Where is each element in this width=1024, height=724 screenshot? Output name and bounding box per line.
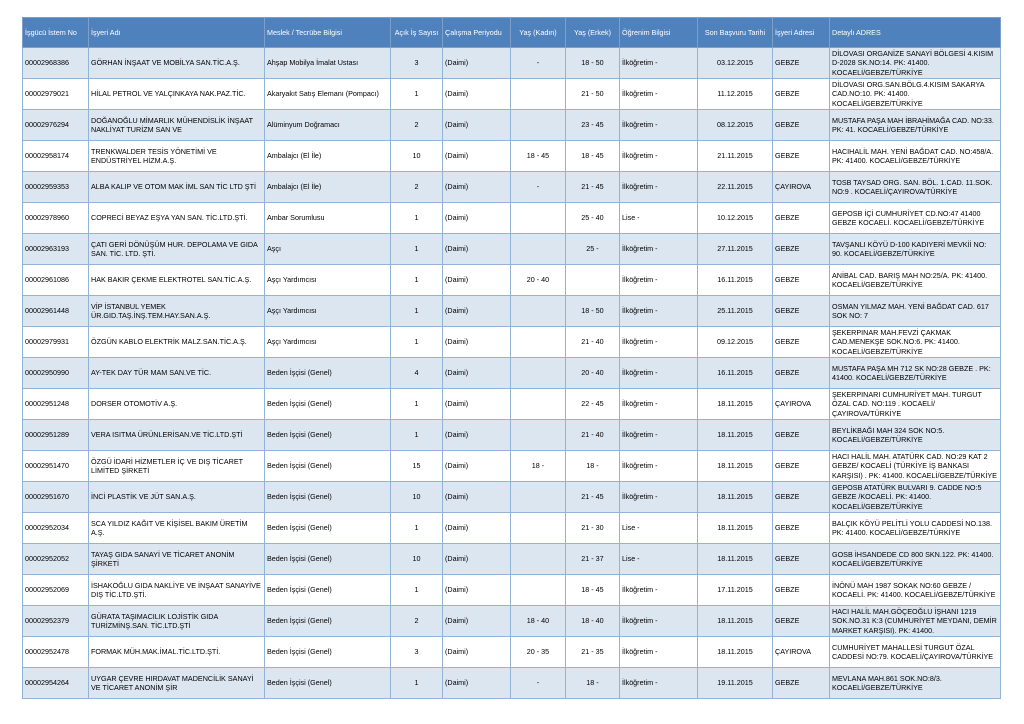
table-row [23, 172, 1001, 203]
cell-age-female [511, 358, 566, 389]
cell-employer-location: GEBZE [773, 110, 830, 141]
cell-employer-name: ÇATI GERİ DÖNÜŞÜM HUR. DEPOLAMA VE GIDA SAN. TİC. LTD. ŞTİ. [89, 234, 265, 265]
cell-age-female [511, 110, 566, 141]
cell-work-period: (Daimi) [443, 513, 511, 544]
cell-education: İlköğretim - [620, 637, 698, 668]
cell-education: İlköğretim - [620, 358, 698, 389]
header-age-female: Yaş (Kadın) [511, 18, 566, 48]
cell-age-male: 21 - 37 [566, 544, 620, 575]
cell-detailed-address: HACI HALİL MAH.GÖÇEOĞLU İŞHANI 1219 SOK.NO.31 K:3 (CUMHURİYET MEYDANI, DEMİR MARKET KARŞISI). PK: 41400. [830, 606, 1001, 637]
cell-request-no: 00002954264 [23, 668, 89, 699]
header-detailed-address: Detaylı ADRES [830, 18, 1001, 48]
cell-employer-location: GEBZE [773, 141, 830, 172]
cell-employer-name: İNCİ PLASTİK VE JÜT SAN.A.Ş. [89, 482, 265, 513]
cell-education: Lise - [620, 513, 698, 544]
table-row [23, 48, 1001, 79]
cell-occupation: Beden İşçisi (Genel) [265, 668, 391, 699]
cell-employer-location: GEBZE [773, 668, 830, 699]
cell-age-male: 18 - 40 [566, 606, 620, 637]
cell-open-positions: 1 [391, 389, 443, 420]
cell-deadline: 18.11.2015 [698, 389, 773, 420]
cell-employer-name: FORMAK MÜH.MAK.İMAL.TİC.LTD.ŞTİ. [89, 637, 265, 668]
cell-education: Lise - [620, 203, 698, 234]
cell-work-period: (Daimi) [443, 544, 511, 575]
cell-employer-name: İSHAKOĞLU GIDA NAKLİYE VE İNŞAAT SANAYİVE DIŞ TİC.LTD.ŞTİ. [89, 575, 265, 606]
cell-request-no: 00002952069 [23, 575, 89, 606]
cell-detailed-address: MUSTAFA PAŞA MAH İBRAHİMAĞA CAD. NO:33. PK: 41. KOCAELİ/GEBZE/TÜRKİYE [830, 110, 1001, 141]
cell-occupation: Ambalajcı (El İle) [265, 141, 391, 172]
cell-age-male: 23 - 45 [566, 110, 620, 141]
cell-request-no: 00002979021 [23, 79, 89, 110]
cell-occupation: Beden İşçisi (Genel) [265, 606, 391, 637]
table-row [23, 606, 1001, 637]
cell-age-male: 21 - 40 [566, 420, 620, 451]
cell-deadline: 09.12.2015 [698, 327, 773, 358]
table-row [23, 141, 1001, 172]
cell-age-male: 18 - [566, 451, 620, 482]
cell-request-no: 00002951470 [23, 451, 89, 482]
cell-detailed-address: DİLOVASI ORG.SAN.BÖLG.4.KISIM SAKARYA CAD.NO:10. PK: 41400. KOCAELİ/GEBZE/TÜRKİYE [830, 79, 1001, 110]
cell-employer-name: TRENKWALDER TESİS YÖNETİMİ VE ENDÜSTRİYEL HİZM.A.Ş. [89, 141, 265, 172]
table-row [23, 110, 1001, 141]
table-row [23, 513, 1001, 544]
cell-request-no: 00002951248 [23, 389, 89, 420]
header-work-period: Çalışma Periyodu [443, 18, 511, 48]
cell-age-female [511, 575, 566, 606]
cell-education: İlköğretim - [620, 668, 698, 699]
cell-age-male: 25 - [566, 234, 620, 265]
cell-employer-location: GEBZE [773, 327, 830, 358]
cell-employer-name: HİLAL PETROL VE YALÇINKAYA NAK.PAZ.TİC. [89, 79, 265, 110]
cell-employer-name: ÖZGÜN KABLO ELEKTRİK MALZ.SAN.TİC.A.Ş. [89, 327, 265, 358]
cell-employer-location: GEBZE [773, 234, 830, 265]
cell-open-positions: 2 [391, 172, 443, 203]
cell-deadline: 16.11.2015 [698, 265, 773, 296]
cell-education: İlköğretim - [620, 575, 698, 606]
cell-open-positions: 1 [391, 668, 443, 699]
cell-detailed-address: ŞEKERPINARI CUMHURİYET MAH. TURGUT ÖZAL CAD. NO:119 . KOCAELİ/ÇAYIROVA/TÜRKİYE [830, 389, 1001, 420]
cell-request-no: 00002951289 [23, 420, 89, 451]
job-listing-sheet [22, 17, 1000, 699]
cell-occupation: Aşçı Yardımcısı [265, 327, 391, 358]
cell-employer-location: GEBZE [773, 606, 830, 637]
cell-employer-location: GEBZE [773, 544, 830, 575]
cell-work-period: (Daimi) [443, 110, 511, 141]
cell-open-positions: 15 [391, 451, 443, 482]
cell-detailed-address: BALÇIK KÖYÜ PELİTLİ YOLU CADDESİ NO.138. PK: 41400. KOCAELİ/GEBZE/TÜRKİYE [830, 513, 1001, 544]
cell-deadline: 18.11.2015 [698, 637, 773, 668]
cell-open-positions: 1 [391, 513, 443, 544]
cell-employer-name: DORSER OTOMOTİV A.Ş. [89, 389, 265, 420]
cell-age-female [511, 234, 566, 265]
cell-education: İlköğretim - [620, 606, 698, 637]
cell-age-female [511, 420, 566, 451]
cell-age-male: 22 - 45 [566, 389, 620, 420]
cell-employer-location: GEBZE [773, 265, 830, 296]
cell-work-period: (Daimi) [443, 606, 511, 637]
cell-age-female: 18 - 45 [511, 141, 566, 172]
cell-detailed-address: HACI HALİL MAH. ATATÜRK CAD. NO:29 KAT 2 GEBZE/ KOCAELİ (TÜRKİYE İŞ BANKASI KARŞISI) . PK: 41400. KOCAELİ/GEBZE/TÜRKİYE [830, 451, 1001, 482]
cell-age-male: 21 - 40 [566, 327, 620, 358]
cell-work-period: (Daimi) [443, 668, 511, 699]
cell-detailed-address: CUMHURİYET MAHALLESİ TURGUT ÖZAL CADDESİ NO:79. KOCAELİ/ÇAYIROVA/TÜRKİYE [830, 637, 1001, 668]
header-employer-name: İşyeri Adı [89, 18, 265, 48]
cell-detailed-address: HACIHALİL MAH. YENİ BAĞDAT CAD. NO:458/A. PK: 41400. KOCAELİ/GEBZE/TÜRKİYE [830, 141, 1001, 172]
cell-age-female: 20 - 40 [511, 265, 566, 296]
cell-work-period: (Daimi) [443, 389, 511, 420]
cell-open-positions: 10 [391, 482, 443, 513]
table-row [23, 668, 1001, 699]
cell-open-positions: 1 [391, 420, 443, 451]
cell-employer-name: AY-TEK DAY TÜR MAM SAN.VE TİC. [89, 358, 265, 389]
cell-employer-location: GEBZE [773, 296, 830, 327]
cell-occupation: Beden İşçisi (Genel) [265, 544, 391, 575]
cell-detailed-address: TAVŞANLI KÖYÜ D-100 KADIYERİ MEVKİİ NO: 90. KOCAELİ/GEBZE/TÜRKİYE [830, 234, 1001, 265]
cell-education: İlköğretim - [620, 296, 698, 327]
cell-work-period: (Daimi) [443, 48, 511, 79]
cell-occupation: Beden İşçisi (Genel) [265, 513, 391, 544]
cell-deadline: 18.11.2015 [698, 513, 773, 544]
cell-detailed-address: GOSB İHSANDEDE CD 800 SKN.122. PK: 41400. KOCAELİ/GEBZE/TÜRKİYE [830, 544, 1001, 575]
cell-request-no: 00002952034 [23, 513, 89, 544]
cell-request-no: 00002961448 [23, 296, 89, 327]
table-row [23, 420, 1001, 451]
cell-occupation: Aşçı Yardımcısı [265, 265, 391, 296]
cell-open-positions: 10 [391, 141, 443, 172]
cell-deadline: 21.11.2015 [698, 141, 773, 172]
header-row [23, 18, 1001, 48]
cell-work-period: (Daimi) [443, 234, 511, 265]
cell-detailed-address: BEYLİKBAĞI MAH 324 SOK NO:5. KOCAELİ/GEBZE/TÜRKİYE [830, 420, 1001, 451]
table-row [23, 544, 1001, 575]
cell-employer-name: SCA YILDIZ KAĞIT VE KİŞİSEL BAKIM ÜRETİM A.Ş. [89, 513, 265, 544]
cell-employer-name: TAYAŞ GIDA SANAYİ VE TİCARET ANONİM ŞİRKETİ [89, 544, 265, 575]
cell-open-positions: 2 [391, 606, 443, 637]
cell-age-male: 18 - 50 [566, 296, 620, 327]
cell-open-positions: 10 [391, 544, 443, 575]
cell-education: İlköğretim - [620, 327, 698, 358]
table-row [23, 203, 1001, 234]
cell-employer-name: ALBA KALIP VE OTOM MAK İML SAN TİC LTD ŞTİ [89, 172, 265, 203]
cell-deadline: 25.11.2015 [698, 296, 773, 327]
cell-employer-location: GEBZE [773, 575, 830, 606]
cell-employer-location: GEBZE [773, 451, 830, 482]
header-employer-location: İşyeri Adresi [773, 18, 830, 48]
cell-occupation: Ambar Sorumlusu [265, 203, 391, 234]
cell-age-female: - [511, 172, 566, 203]
cell-age-female: 20 - 35 [511, 637, 566, 668]
cell-detailed-address: MEVLANA MAH.861 SOK.NO:8/3. KOCAELİ/GEBZE/TÜRKİYE [830, 668, 1001, 699]
cell-age-male: 20 - 40 [566, 358, 620, 389]
cell-work-period: (Daimi) [443, 296, 511, 327]
cell-age-female: 18 - 40 [511, 606, 566, 637]
cell-detailed-address: MUSTAFA PAŞA MH 712 SK NO:28 GEBZE . PK: 41400. KOCAELİ/GEBZE/TÜRKİYE [830, 358, 1001, 389]
cell-employer-location: GEBZE [773, 482, 830, 513]
cell-open-positions: 1 [391, 79, 443, 110]
cell-employer-location: GEBZE [773, 48, 830, 79]
cell-employer-name: GÜRATA TAŞIMACILIK LOJİSTİK GIDA TURİZMİNŞ.SAN. TİC.LTD.ŞTİ [89, 606, 265, 637]
header-request-no: İşgücü İstem No [23, 18, 89, 48]
cell-age-female [511, 203, 566, 234]
cell-deadline: 08.12.2015 [698, 110, 773, 141]
cell-open-positions: 2 [391, 110, 443, 141]
header-open-positions: Açık İş Sayısı [391, 18, 443, 48]
cell-age-male: 21 - 35 [566, 637, 620, 668]
cell-work-period: (Daimi) [443, 482, 511, 513]
table-row [23, 389, 1001, 420]
cell-employer-location: GEBZE [773, 79, 830, 110]
cell-detailed-address: TOSB TAYSAD ORG. SAN. BÖL. 1.CAD. 11.SOK. NO:9 . KOCAELİ/ÇAYIROVA/TÜRKİYE [830, 172, 1001, 203]
cell-employer-name: DOĞANOĞLU MİMARLIK MÜHENDİSLİK İNŞAAT NAKLİYAT TURİZM SAN VE [89, 110, 265, 141]
cell-detailed-address: İNÖNÜ MAH 1987 SOKAK NO:60 GEBZE / KOCAELİ. PK: 41400. KOCAELİ/GEBZE/TÜRKİYE [830, 575, 1001, 606]
cell-age-female [511, 482, 566, 513]
cell-occupation: Ahşap Mobilya İmalat Ustası [265, 48, 391, 79]
cell-occupation: Akaryakıt Satış Elemanı (Pompacı) [265, 79, 391, 110]
cell-education: İlköğretim - [620, 389, 698, 420]
header-age-male: Yaş (Erkek) [566, 18, 620, 48]
cell-open-positions: 1 [391, 575, 443, 606]
cell-age-female [511, 544, 566, 575]
cell-education: İlköğretim - [620, 110, 698, 141]
table-row [23, 79, 1001, 110]
cell-request-no: 00002961086 [23, 265, 89, 296]
cell-age-male: 21 - 30 [566, 513, 620, 544]
cell-request-no: 00002952052 [23, 544, 89, 575]
cell-work-period: (Daimi) [443, 327, 511, 358]
header-occupation: Meslek / Tecrübe Bilgisi [265, 18, 391, 48]
table-row [23, 451, 1001, 482]
cell-request-no: 00002978960 [23, 203, 89, 234]
cell-employer-name: GÖRHAN İNŞAAT VE MOBİLYA SAN.TİC.A.Ş. [89, 48, 265, 79]
cell-deadline: 18.11.2015 [698, 420, 773, 451]
cell-employer-location: GEBZE [773, 420, 830, 451]
cell-employer-location: GEBZE [773, 358, 830, 389]
cell-occupation: Beden İşçisi (Genel) [265, 637, 391, 668]
cell-education: Lise - [620, 544, 698, 575]
cell-education: İlköğretim - [620, 48, 698, 79]
cell-age-male: 18 - 50 [566, 48, 620, 79]
cell-deadline: 18.11.2015 [698, 451, 773, 482]
cell-age-male: 18 - 45 [566, 575, 620, 606]
cell-open-positions: 1 [391, 265, 443, 296]
cell-work-period: (Daimi) [443, 575, 511, 606]
cell-open-positions: 3 [391, 48, 443, 79]
cell-deadline: 16.11.2015 [698, 358, 773, 389]
cell-work-period: (Daimi) [443, 420, 511, 451]
cell-detailed-address: GEPOSB İÇİ CUMHURİYET CD.NO:47 41400 GEBZE KOCAELİ. KOCAELİ/GEBZE/TÜRKİYE [830, 203, 1001, 234]
header-deadline: Son Başvuru Tarihi [698, 18, 773, 48]
table-row [23, 637, 1001, 668]
table-row [23, 358, 1001, 389]
cell-age-male [566, 265, 620, 296]
cell-age-male: 25 - 40 [566, 203, 620, 234]
cell-age-male: 21 - 45 [566, 172, 620, 203]
cell-request-no: 00002950990 [23, 358, 89, 389]
cell-request-no: 00002976294 [23, 110, 89, 141]
cell-occupation: Beden İşçisi (Genel) [265, 575, 391, 606]
cell-deadline: 27.11.2015 [698, 234, 773, 265]
cell-deadline: 19.11.2015 [698, 668, 773, 699]
cell-age-female [511, 79, 566, 110]
cell-detailed-address: DİLOVASI ORGANİZE SANAYİ BÖLGESİ 4.KISIM D-2028 SK.NO:14. PK: 41400. KOCAELİ/GEBZE/TÜRKİYE [830, 48, 1001, 79]
cell-work-period: (Daimi) [443, 265, 511, 296]
cell-request-no: 00002979931 [23, 327, 89, 358]
cell-deadline: 22.11.2015 [698, 172, 773, 203]
cell-age-male: 21 - 50 [566, 79, 620, 110]
cell-age-female [511, 389, 566, 420]
header-education: Öğrenim Bilgisi [620, 18, 698, 48]
cell-occupation: Aşçı [265, 234, 391, 265]
table-row [23, 265, 1001, 296]
cell-age-female: - [511, 48, 566, 79]
table-row [23, 296, 1001, 327]
cell-education: İlköğretim - [620, 141, 698, 172]
cell-education: İlköğretim - [620, 172, 698, 203]
cell-education: İlköğretim - [620, 79, 698, 110]
cell-education: İlköğretim - [620, 234, 698, 265]
cell-education: İlköğretim - [620, 482, 698, 513]
cell-request-no: 00002968386 [23, 48, 89, 79]
cell-occupation: Alüminyum Doğramacı [265, 110, 391, 141]
cell-open-positions: 4 [391, 358, 443, 389]
table-row [23, 234, 1001, 265]
cell-open-positions: 1 [391, 203, 443, 234]
cell-deadline: 03.12.2015 [698, 48, 773, 79]
cell-employer-name: VERA ISITMA ÜRÜNLERİSAN.VE TİC.LTD.ŞTİ [89, 420, 265, 451]
cell-occupation: Ambalajcı (El İle) [265, 172, 391, 203]
cell-work-period: (Daimi) [443, 79, 511, 110]
cell-employer-name: COPRECİ BEYAZ EŞYA YAN SAN. TİC.LTD.ŞTİ. [89, 203, 265, 234]
cell-work-period: (Daimi) [443, 141, 511, 172]
table-row [23, 327, 1001, 358]
cell-detailed-address: ŞEKERPINAR MAH.FEVZİ ÇAKMAK CAD.MENEKŞE SOK.NO:6. PK: 41400. KOCAELİ/GEBZE/TÜRKİYE [830, 327, 1001, 358]
cell-work-period: (Daimi) [443, 637, 511, 668]
cell-work-period: (Daimi) [443, 358, 511, 389]
cell-detailed-address: GEPOSB ATATÜRK BULVARI 9. CADDE NO:5 GEBZE /KOCAELİ. PK: 41400. KOCAELİ/GEBZE/TÜRKİYE [830, 482, 1001, 513]
cell-employer-location: ÇAYIROVA [773, 389, 830, 420]
cell-work-period: (Daimi) [443, 172, 511, 203]
cell-request-no: 00002958174 [23, 141, 89, 172]
cell-request-no: 00002963193 [23, 234, 89, 265]
cell-deadline: 10.12.2015 [698, 203, 773, 234]
cell-employer-location: GEBZE [773, 203, 830, 234]
cell-employer-location: GEBZE [773, 513, 830, 544]
cell-request-no: 00002959353 [23, 172, 89, 203]
cell-deadline: 11.12.2015 [698, 79, 773, 110]
cell-age-female: - [511, 668, 566, 699]
cell-occupation: Beden İşçisi (Genel) [265, 389, 391, 420]
cell-age-female: 18 - [511, 451, 566, 482]
cell-occupation: Beden İşçisi (Genel) [265, 451, 391, 482]
cell-age-male: 18 - 45 [566, 141, 620, 172]
cell-employer-name: UYGAR ÇEVRE HIRDAVAT MADENCİLİK SANAYİ VE TİCARET ANONİM ŞİR [89, 668, 265, 699]
job-listing-table [22, 17, 1001, 699]
cell-open-positions: 3 [391, 637, 443, 668]
cell-education: İlköğretim - [620, 451, 698, 482]
cell-request-no: 00002952379 [23, 606, 89, 637]
cell-deadline: 18.11.2015 [698, 544, 773, 575]
cell-occupation: Aşçı Yardımcısı [265, 296, 391, 327]
cell-employer-name: VİP İSTANBUL YEMEK ÜR.GID.TAŞ.İNŞ.TEM.HAY.SAN.A.Ş. [89, 296, 265, 327]
cell-age-female [511, 513, 566, 544]
cell-occupation: Beden İşçisi (Genel) [265, 358, 391, 389]
cell-open-positions: 1 [391, 296, 443, 327]
cell-employer-name: HAK BAKIR ÇEKME ELEKTROTEL SAN.TİC.A.Ş. [89, 265, 265, 296]
cell-employer-location: ÇAYIROVA [773, 637, 830, 668]
cell-request-no: 00002952478 [23, 637, 89, 668]
table-row [23, 575, 1001, 606]
cell-age-male: 18 - [566, 668, 620, 699]
cell-age-female [511, 327, 566, 358]
cell-open-positions: 1 [391, 234, 443, 265]
cell-education: İlköğretim - [620, 265, 698, 296]
cell-deadline: 17.11.2015 [698, 575, 773, 606]
table-body [23, 48, 1001, 699]
cell-employer-location: ÇAYIROVA [773, 172, 830, 203]
cell-request-no: 00002951670 [23, 482, 89, 513]
cell-employer-name: ÖZGÜ İDARİ HİZMETLER İÇ VE DIŞ TİCARET LİMİTED ŞİRKETİ [89, 451, 265, 482]
cell-detailed-address: OSMAN YILMAZ MAH. YENİ BAĞDAT CAD. 617 SOK NO: 7 [830, 296, 1001, 327]
cell-deadline: 18.11.2015 [698, 482, 773, 513]
cell-deadline: 18.11.2015 [698, 606, 773, 637]
cell-age-male: 21 - 45 [566, 482, 620, 513]
cell-occupation: Beden İşçisi (Genel) [265, 482, 391, 513]
cell-detailed-address: ANİBAL CAD. BARIŞ MAH NO:25/A. PK: 41400. KOCAELİ/GEBZE/TÜRKİYE [830, 265, 1001, 296]
cell-open-positions: 1 [391, 327, 443, 358]
cell-education: İlköğretim - [620, 420, 698, 451]
cell-work-period: (Daimi) [443, 203, 511, 234]
cell-work-period: (Daimi) [443, 451, 511, 482]
cell-occupation: Beden İşçisi (Genel) [265, 420, 391, 451]
table-row [23, 482, 1001, 513]
cell-age-female [511, 296, 566, 327]
